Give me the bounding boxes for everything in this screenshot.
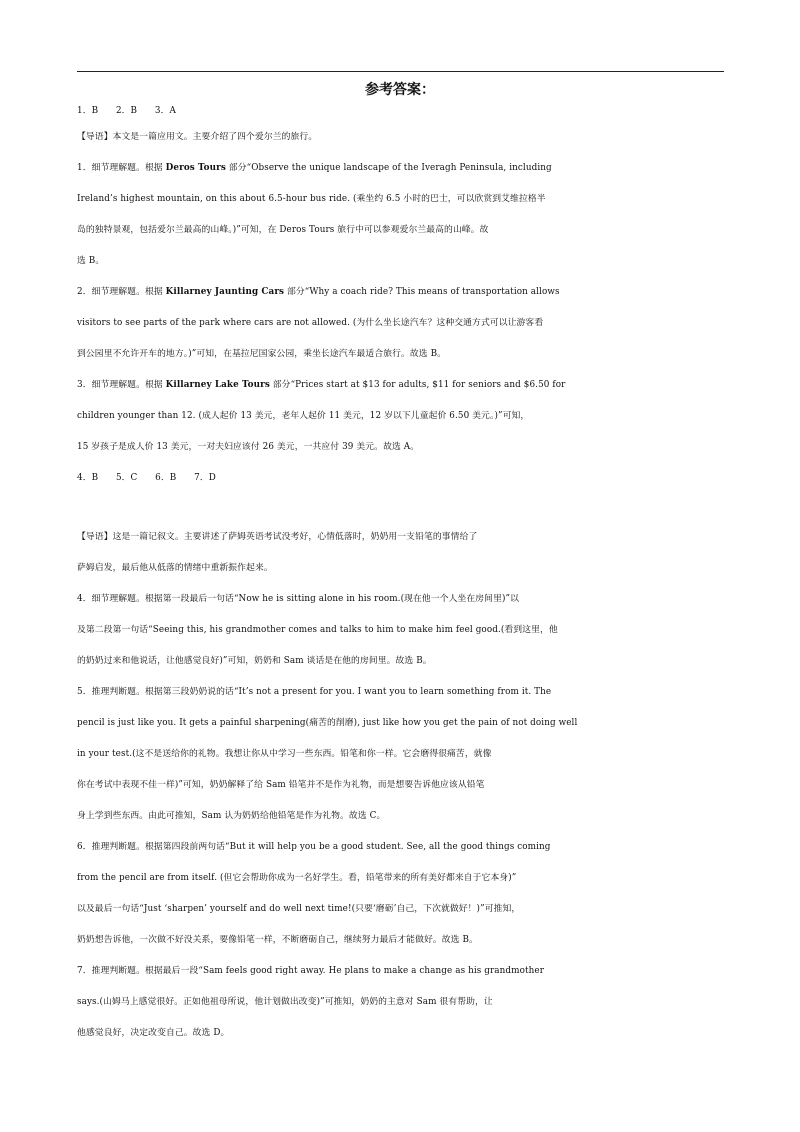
text-line: 【导语】这是一篇记叙文。主要讲述了萨姆英语考试没考好，心情低落时，奶奶用一支铅笔的事情给了: [77, 532, 478, 542]
text-line: 萨姆启发，最后他从低落的情绪中重新振作起来。: [77, 563, 273, 573]
text-line: 岛的独特景观，包括爱尔兰最高的山峰。)”可知，在 Deros Tours 旅行中可以参观爱尔兰最高的山峰。故: [77, 225, 489, 235]
text-line: children younger than 12. (成人起价 13 美元，老年人起价 11 美元，12 岁以下儿童起价 6.50 美元。)”可知，: [77, 411, 530, 421]
text-line: 2．细节理解题。根据 Killarney Jaunting Cars 部分“Why a coach ride? This means of transportation allows: [77, 287, 560, 297]
text-line: 3．细节理解题。根据 Killarney Lake Tours 部分“Prices start at $13 for adults, $11 for seniors and $6.50 for: [77, 380, 566, 390]
text-line: in your test.(这不是送给你的礼物。我想让你从中学习一些东西。铅笔和你一样。它会磨得很痛苦，就像: [77, 749, 492, 759]
text-line: 身上学到些东西。由此可推知，Sam 认为奶奶给他铅笔是作为礼物。故选 C。: [77, 811, 386, 821]
text-line: from the pencil are from itself. (但它会帮助你成为一名好学生。看，铅笔带来的所有美好都来自于它本身)”: [77, 873, 517, 883]
text-line: 他感觉良好，决定改变自己。故选 D。: [77, 1028, 230, 1038]
top-rule: [77, 71, 724, 72]
text-line: 5．推理判断题。根据第三段奶奶说的话“It’s not a present for you. I want you to learn something from it. The: [77, 687, 552, 697]
text-line: visitors to see parts of the park where cars are not allowed. (为什么坐长途汽车？这种交通方式可以让游客看: [77, 318, 544, 328]
text-line: 1．B 2．B 3．A: [77, 106, 176, 116]
text-line: 奶奶想告诉他，一次做不好没关系，要像铅笔一样，不断磨砺自己，继续努力最后才能做好。故选 B。: [77, 935, 478, 945]
text-line: 到公园里不允许开车的地方。)”可知，在基拉尼国家公园，乘坐长途汽车最适合旅行。故选 B。: [77, 349, 447, 359]
text-line: 15 岁孩子是成人价 13 美元，一对夫妇应该付 26 美元，一共应付 39 美元。故选 A。: [77, 442, 420, 452]
text-line: 7．推理判断题。根据最后一段“Sam feels good right away. He plans to make a change as his grandmother: [77, 966, 544, 976]
text-line: pencil is just like you. It gets a painful sharpening(痛苦的削磨), just like how you get the pain of not doing well: [77, 718, 578, 728]
text-line: 及第二段第一句话“Seeing this, his grandmother comes and talks to him to make him feel good.(看到这里，他: [77, 625, 558, 635]
text-line: 选 B。: [77, 256, 105, 266]
text-line: 【导语】本文是一篇应用文。主要介绍了四个爱尔兰的旅行。: [77, 132, 318, 142]
text-line: 以及最后一句话“Just ‘sharpen’ yourself and do well next time!(只要‘磨砺’自己，下次就做好！)”可推知，: [77, 904, 521, 914]
text-line: 你在考试中表现不佳一样)”可知，奶奶解释了给 Sam 铅笔并不是作为礼物，而是想要告诉他应该从铅笔: [77, 780, 485, 790]
text-line: 4．细节理解题。根据第一段最后一句话“Now he is sitting alone in his room.(现在他一个人坐在房间里)”以: [77, 594, 520, 604]
text-line: 4．B 5．C 6．B 7．D: [77, 473, 216, 483]
page-title: 参考答案：: [365, 82, 435, 98]
text-line: says.(山姆马上感觉很好。正如他祖母所说，他计划做出改变)”可推知，奶奶的主意对 Sam 很有帮助，让: [77, 997, 493, 1007]
text-line: 的奶奶过来和他说话，让他感觉良好)”可知，奶奶和 Sam 谈话是在他的房间里。故选 B。: [77, 656, 432, 666]
text-line: 1．细节理解题。根据 Deros Tours 部分“Observe the unique landscape of the Iveragh Peninsula, including: [77, 163, 552, 173]
text-line: 6．推理判断题。根据第四段前两句话“But it will help you be a good student. See, all the good things coming: [77, 842, 551, 852]
text-line: Ireland’s highest mountain, on this about 6.5-hour bus ride. (乘坐约 6.5 小时的巴士，可以欣赏到艾维拉格半: [77, 194, 546, 204]
